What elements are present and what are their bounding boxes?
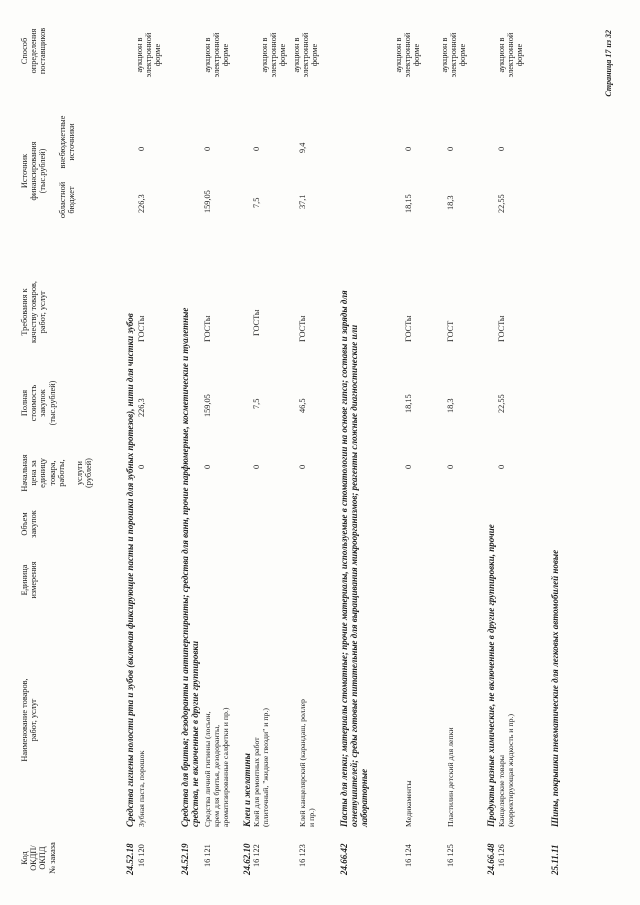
row-regional: 7,5 [252,197,261,208]
header-initial-price: Начальная цена за единицу товара, работы, услуги (рублей) [20,454,94,492]
header-volume: Объем закупок [20,510,39,538]
table-row [497,15,537,875]
header-unit: Единица измерения [20,561,39,599]
row-regional: 226,3 [137,194,146,213]
row-regional: 37,1 [298,194,307,209]
table-row [440,15,486,875]
row-cost: 226,3 [137,398,146,417]
row-offbudget: 0 [404,146,413,151]
row-regional: 18,15 [404,194,413,213]
row-cost: 46,5 [298,398,307,413]
row-cost: 18,3 [446,398,455,413]
row-name: Клей для ремонтных работ (плиточный, "жидкие гвозди" и пр.) [252,708,270,827]
row-method: аукцион в электронной форме [440,32,468,78]
table-row [203,15,243,875]
row-regional: 22,55 [497,194,506,213]
header-code: Код ОКДП/ ОКПД № заказа [20,842,57,874]
row-regional: 18,3 [446,195,455,210]
header-funding-offbudget: внебюджетные источники [58,115,77,169]
row-price: 0 [252,464,261,469]
header-name: Наименование товаров, работ, услуг [20,678,39,762]
page-number: Страница 17 из 32 [604,30,613,97]
row-method: аукцион в электронной форме [292,32,320,78]
row-quality: ГОСТ [446,320,455,342]
row-price: 0 [203,464,212,469]
row-method: аукцион в электронной форме [135,32,163,78]
row-cost: 18,15 [404,394,413,413]
row-price: 0 [404,464,413,469]
header-funding-regional: областной бюджет [58,181,77,219]
row-offbudget: 0 [252,146,261,151]
row-number: 16 125 [446,844,455,867]
row-offbudget: 0 [446,146,455,151]
row-name: Клей канцелярский (карандаш, роллер и пр.) [298,699,316,827]
row-number: 16 126 [497,844,506,867]
row-method: аукцион в электронной форме [394,32,422,78]
row-name: Пластилин детский для лепки [446,727,455,827]
row-price: 0 [497,464,506,469]
header-method: Способ определения поставщиков [20,27,48,75]
row-price: 0 [298,464,307,469]
table-row [252,15,292,875]
header-quality: Требования к качеству товаров, работ, услуг [20,281,48,343]
row-quality: ГОСТы [404,315,413,342]
row-name: Канцелярские товары (корректирующая жидкость и пр.) [497,713,515,827]
row-offbudget: 0 [203,146,212,151]
row-number: 16 122 [252,844,261,867]
row-offbudget: 0 [497,146,506,151]
row-number: 16 120 [137,844,146,867]
row-method: аукцион в электронной форме [497,32,525,78]
row-offbudget: 0 [137,146,146,151]
row-quality: ГОСТы [298,315,307,342]
row-number: 16 121 [203,844,212,867]
row-name: Медикаменты [404,780,413,827]
table-row [137,15,177,875]
row-quality: ГОСТы [137,315,146,342]
row-price: 0 [446,464,455,469]
row-cost: 159,05 [203,394,212,417]
table-row [394,15,444,875]
row-price: 0 [137,464,146,469]
row-number: 16 123 [298,844,307,867]
row-method: аукцион в электронной форме [203,32,231,78]
row-name: Средства личной гигиены (лосьон, крем для бритья, дезодоранты, ароматизированные салфетки и пр.) [203,707,230,827]
row-regional: 159,05 [203,190,212,213]
row-name: Зубная паста, порошок [137,750,146,827]
row-quality: ГОСТы [497,315,506,342]
row-quality: ГОСТы [252,309,261,336]
row-cost: 22,55 [497,394,506,413]
row-number: 16 124 [404,844,413,867]
rotated-page: Код ОКДП/ ОКПД № заказа Наименование товаров, работ, услуг Единица измерения Объем закупок Начальная цена за единицу товара, работы, услуги (рублей) Полная стоимость закупок (тыс.рублей) Требования к качеству товаров, работ, услуг Источник финансирования (тыс.рублей) областной бюджет внебюджетные источники Способ определения поставщиков 24.52.18 Средства гигиены полости рта и зубов (включая фиксирующие пасты и порошки для зубных протезов), нити для чистки зубов 16 120 Зубная паста, порошок 0 226,3 ГОСТы 226,3 0 аукцион в электронной форме 24.52.19 Средства для бритья; дезодоранты и антиперспиранты; средства для ванн, прочие парфюмерные, косметические и туалетные средства, не включенные в другие группировки 16 121 Средства личной гигиены (лосьон, крем для бритья, дезодоранты, ароматизированные салфетки и пр.) 0 159,05 ГОСТы 159,05 0 аукцион в электронной форме 24.62.10 Клеи и желатины 16 122 Клей для ремонтных работ (плиточный, "жидкие гвозди" и пр.) 0 7,5 ГОСТы 7,5 0 аукцион в электронной форме 16 123 Клей канцелярский (карандаш, роллер и пр.) 0 46,5 ГОСТы 37,1 9,4 аукцион в электронной форме 24.66.42 Пасты для лепки; материалы стоматные; прочие материалы, используемые в стоматологии на основе гипса; составы и заряды для огнетушителей; среды готовые питательные для выращивания микроорганизмов; реагенты сложные диагностические или лабораторные 16 124 Медикаменты 0 18,15 ГОСТы 18,15 0 аукцион в электронной форме 16 125 Пластилин детский для лепки 0 18,3 ГОСТ 18,3 0 аукцион в электронной форме 24.66.48 Продукты разные химические, не включенные в другие группировки, прочие 16 126 Канцелярские товары (корректирующая жидкость и пр.) 0 22,55 ГОСТы 22,55 0 аукцион в электронной форме 25.11.11 Шины, покрышки пневматические для легковых автомобилей новые Страница 17 из 32 [0,0,640,905]
table-row [292,15,338,875]
row-method: аукцион в электронной форме [260,32,288,78]
header-funding: Источник финансирования (тыс.рублей) [20,141,48,201]
row-quality: ГОСТы [203,315,212,342]
header-full-cost: Полная стоимость закупок (тыс.рублей) [20,380,57,426]
row-cost: 7,5 [252,398,261,409]
row-offbudget: 9,4 [298,142,307,153]
